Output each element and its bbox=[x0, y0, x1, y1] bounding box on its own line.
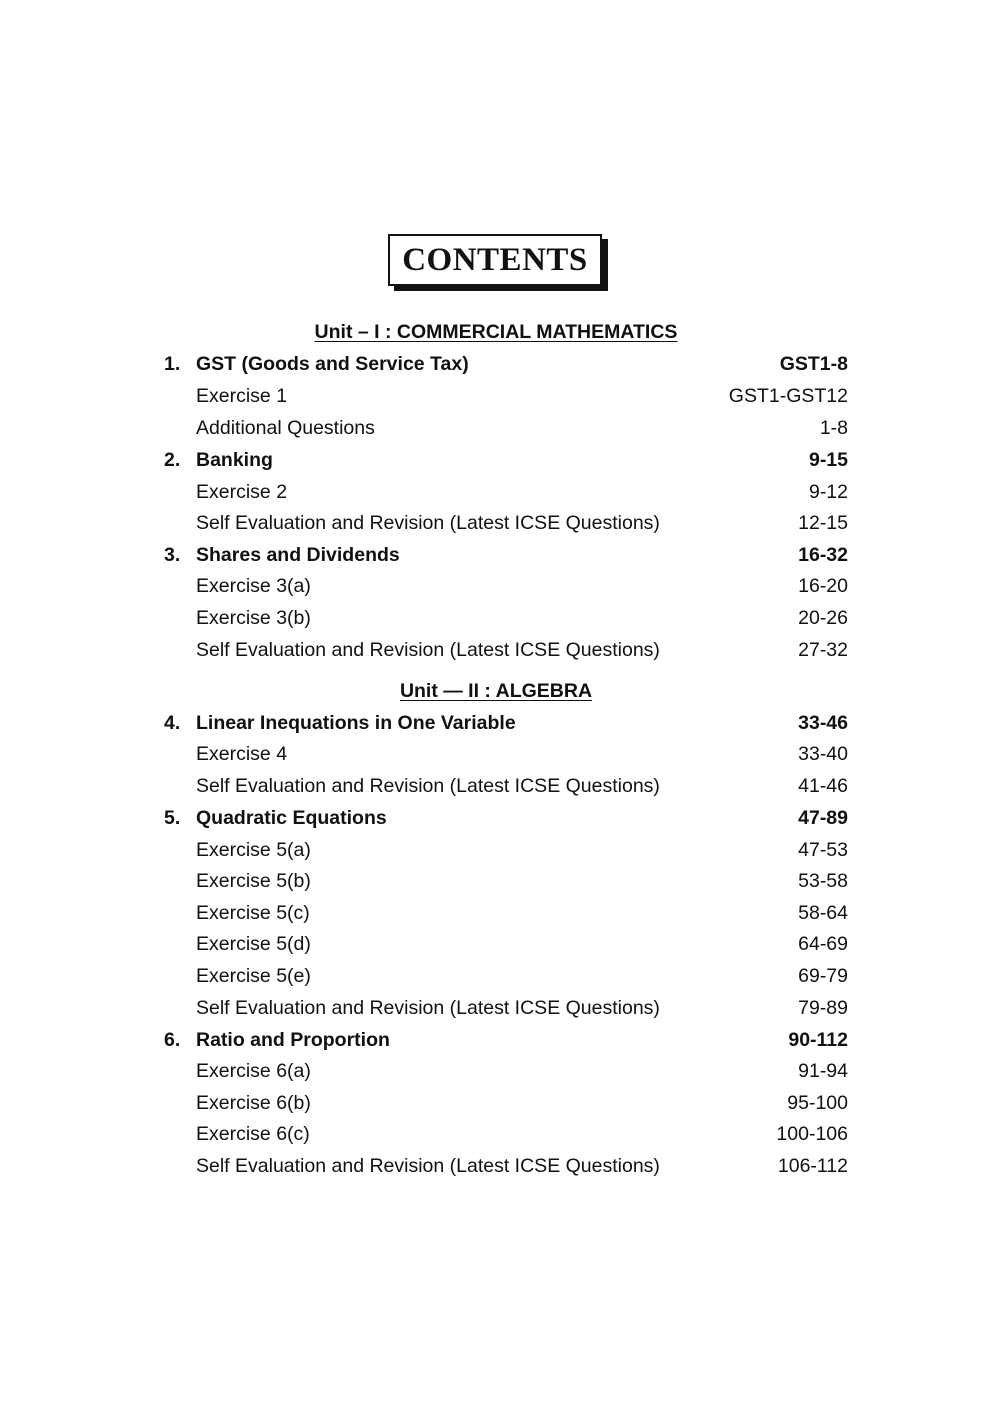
chapter-number: 5. bbox=[164, 807, 181, 829]
toc-item-row[interactable] bbox=[0, 902, 992, 932]
chapter-pages: 33-46 bbox=[798, 712, 848, 734]
item-label: Exercise 5(a) bbox=[196, 839, 311, 861]
item-pages: 9-12 bbox=[808, 481, 848, 503]
toc-item-row[interactable] bbox=[0, 743, 992, 773]
toc-item-row[interactable] bbox=[0, 512, 992, 542]
toc-item-row[interactable] bbox=[0, 1060, 992, 1090]
item-label: Exercise 6(b) bbox=[196, 1092, 311, 1114]
item-label: Exercise 5(d) bbox=[196, 933, 311, 955]
item-label: Exercise 1 bbox=[196, 385, 288, 407]
chapter-title: Banking bbox=[196, 449, 273, 471]
item-pages: 12-15 bbox=[798, 512, 848, 534]
item-label: Exercise 6(c) bbox=[196, 1123, 310, 1145]
toc-item-row[interactable] bbox=[0, 1123, 992, 1153]
unit-heading: Unit — II : ALGEBRA bbox=[399, 680, 593, 702]
item-pages: 41-46 bbox=[798, 775, 848, 797]
item-pages: 33-40 bbox=[798, 743, 848, 765]
chapter-number: 4. bbox=[164, 712, 181, 734]
toc-item-row[interactable] bbox=[0, 385, 992, 415]
item-pages: 53-58 bbox=[798, 870, 848, 892]
toc-chapter-row[interactable] bbox=[0, 807, 992, 837]
toc-item-row[interactable] bbox=[0, 1092, 992, 1122]
toc-item-row[interactable] bbox=[0, 575, 992, 605]
toc-item-row[interactable] bbox=[0, 775, 992, 805]
toc-item-row[interactable] bbox=[0, 839, 992, 869]
toc-item-row[interactable] bbox=[0, 997, 992, 1027]
item-label: Exercise 6(a) bbox=[196, 1060, 311, 1082]
chapter-pages: 16-32 bbox=[798, 544, 848, 566]
contents-title: CONTENTS bbox=[388, 234, 602, 286]
item-pages: 1-8 bbox=[819, 417, 848, 439]
toc-item-row[interactable] bbox=[0, 607, 992, 637]
chapter-number: 2. bbox=[164, 449, 181, 471]
item-pages: 100-106 bbox=[776, 1123, 848, 1145]
item-pages: 69-79 bbox=[798, 965, 848, 987]
toc-chapter-row[interactable] bbox=[0, 544, 992, 574]
chapter-number: 1. bbox=[164, 353, 181, 375]
chapter-pages: 90-112 bbox=[788, 1029, 848, 1051]
chapter-title: Quadratic Equations bbox=[196, 807, 387, 829]
chapter-pages: 9-15 bbox=[808, 449, 848, 471]
toc-chapter-row[interactable] bbox=[0, 353, 992, 383]
item-label: Self Evaluation and Revision (Latest ICSE Questions) bbox=[196, 1155, 660, 1177]
item-label: Exercise 4 bbox=[196, 743, 288, 765]
chapter-pages: 47-89 bbox=[798, 807, 848, 829]
contents-title-wrapper bbox=[388, 234, 602, 286]
item-label: Self Evaluation and Revision (Latest ICSE Questions) bbox=[196, 997, 660, 1019]
item-pages: 95-100 bbox=[787, 1092, 848, 1114]
item-pages: 64-69 bbox=[798, 933, 848, 955]
item-pages: GST1-GST12 bbox=[728, 385, 848, 407]
item-label: Exercise 3(a) bbox=[196, 575, 311, 597]
toc-chapter-row[interactable] bbox=[0, 712, 992, 742]
toc-item-row[interactable] bbox=[0, 870, 992, 900]
item-label: Exercise 2 bbox=[196, 481, 288, 503]
item-label: Additional Questions bbox=[196, 417, 375, 439]
item-pages: 16-20 bbox=[798, 575, 848, 597]
item-pages: 106-112 bbox=[777, 1155, 848, 1177]
item-label: Self Evaluation and Revision (Latest ICSE Questions) bbox=[196, 639, 660, 661]
item-label: Exercise 5(b) bbox=[196, 870, 311, 892]
toc-item-row[interactable] bbox=[0, 1155, 992, 1185]
toc-chapter-row[interactable] bbox=[0, 1029, 992, 1059]
toc-item-row[interactable] bbox=[0, 639, 992, 669]
chapter-title: Shares and Dividends bbox=[196, 544, 400, 566]
item-pages: 79-89 bbox=[798, 997, 848, 1019]
item-label: Exercise 3(b) bbox=[196, 607, 311, 629]
toc-chapter-row[interactable] bbox=[0, 449, 992, 479]
item-label: Exercise 5(c) bbox=[196, 902, 310, 924]
chapter-title: GST (Goods and Service Tax) bbox=[196, 353, 469, 375]
chapter-title: Linear Inequations in One Variable bbox=[196, 712, 516, 734]
toc-item-row[interactable] bbox=[0, 933, 992, 963]
toc-item-row[interactable] bbox=[0, 965, 992, 995]
item-pages: 20-26 bbox=[798, 607, 848, 629]
unit-heading: Unit – I : COMMERCIAL MATHEMATICS bbox=[314, 321, 678, 343]
toc-item-row[interactable] bbox=[0, 417, 992, 447]
item-pages: 91-94 bbox=[798, 1060, 848, 1082]
item-pages: 47-53 bbox=[798, 839, 848, 861]
toc-item-row[interactable] bbox=[0, 481, 992, 511]
chapter-number: 3. bbox=[164, 544, 181, 566]
item-label: Exercise 5(e) bbox=[196, 965, 311, 987]
item-pages: 58-64 bbox=[798, 902, 848, 924]
chapter-title: Ratio and Proportion bbox=[196, 1029, 390, 1051]
chapter-number: 6. bbox=[164, 1029, 181, 1051]
chapter-pages: GST1-8 bbox=[779, 353, 848, 375]
item-pages: 27-32 bbox=[798, 639, 848, 661]
item-label: Self Evaluation and Revision (Latest ICSE Questions) bbox=[196, 775, 660, 797]
item-label: Self Evaluation and Revision (Latest ICSE Questions) bbox=[196, 512, 660, 534]
